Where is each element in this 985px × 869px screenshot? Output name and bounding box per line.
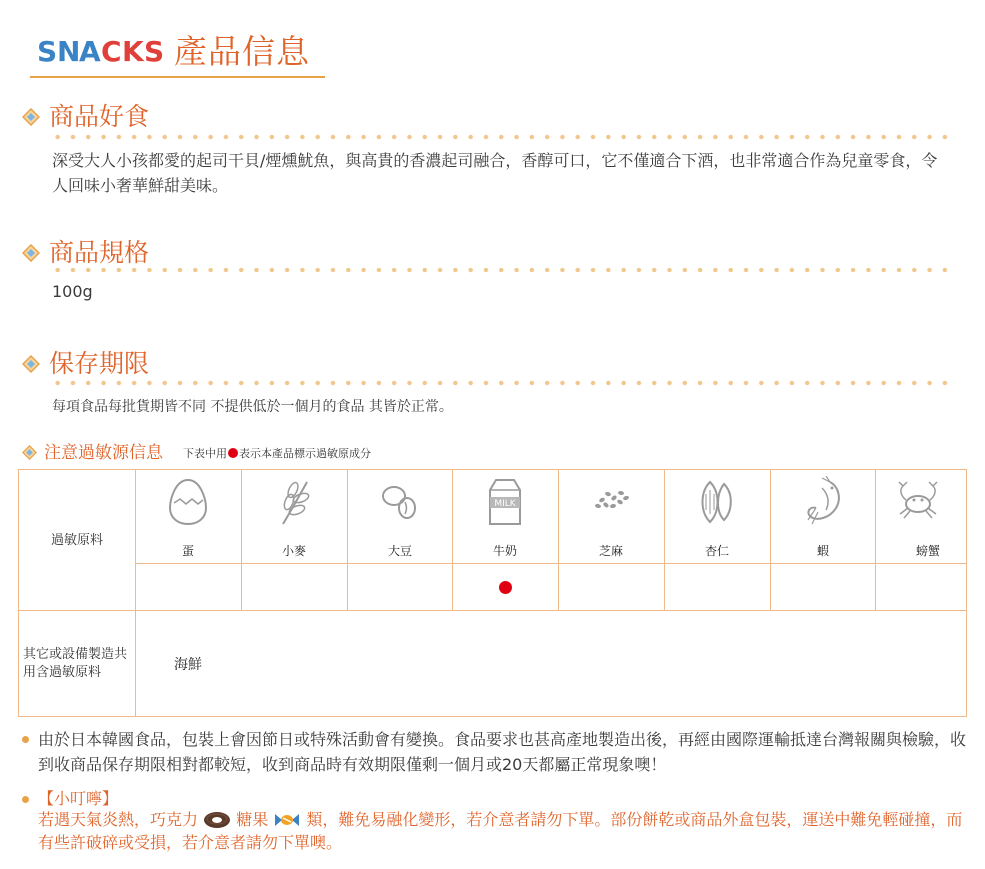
tip-text-2: 糖果 [236,810,269,829]
allergen-name: 芝麻 [598,544,623,558]
row-label-shared-equipment: 其它或設備製造共用含過敏原料 [23,647,128,680]
allergen-shrimp [770,470,876,563]
soybean-icon [377,476,423,526]
tip-text-1: 若遇天氣炎熱，巧克力 [38,810,199,829]
allergen-wheat [241,470,347,563]
dotted-divider [50,134,950,140]
legend-text-after: 表示本產品標示過敏原成分 [239,447,371,460]
section-title: 商品好食 [49,102,150,131]
allergen-milk [452,470,558,563]
section-title: 保存期限 [49,349,150,378]
diamond-icon [22,244,40,262]
egg-icon [165,476,211,526]
diamond-icon [22,355,40,373]
svg-text:K: K [122,35,145,68]
wheat-icon [271,476,317,526]
svg-text:N: N [57,35,82,68]
bullet-icon [22,736,29,743]
section-body-shelf-life: 每項食品每批貨期皆不同 不提供低於一個月的食品 其皆於正常。 [52,399,453,415]
allergen-crab [875,470,967,563]
tip-body [38,808,973,854]
page-title: 產品信息 [174,32,310,71]
table-divider [135,563,966,564]
red-dot-icon [228,448,238,458]
svg-text:S: S [144,35,166,68]
allergen-name: 蛋 [181,544,194,558]
allergen-egg [135,470,241,563]
allergen-name: 螃蟹 [915,544,940,558]
allergen-name: 大豆 [387,544,412,558]
donut-icon [203,811,231,829]
crab-icon [895,476,941,526]
allergen-sesame [558,470,664,563]
shipping-note: 由於日本韓國食品，包裝上會因節日或特殊活動會有變換。食品要求也甚高產地製造出後，再經由國際運輸抵達台灣報關與檢驗，收到收商品保存期限相對都較短，收到商品時有效期限僅剩一個月或20天都屬正常現象噢！ [38,730,967,774]
dotted-divider [50,380,950,386]
snacks-logo [35,34,171,66]
almond-icon [694,476,740,526]
table-divider [19,610,966,611]
allergen-soybean [347,470,453,563]
shrimp-icon [800,476,846,526]
allergen-table [18,469,967,717]
allergen-name: 杏仁 [704,544,729,558]
tip-title: 【小叮嚀】 [38,789,119,808]
shared-allergen-value: 海鮮 [174,657,202,673]
sesame-icon [588,476,634,526]
allergen-almond [664,470,770,563]
allergy-legend [183,446,371,462]
section-body-spec: 100g [52,282,93,301]
svg-text:C: C [101,35,123,68]
allergen-name: 蝦 [816,544,829,558]
milk-label: MILK [494,499,516,509]
candy-icon [273,811,301,829]
diamond-icon [22,445,37,460]
page-header [30,30,325,78]
allergy-title: 注意過敏源信息 [44,443,163,463]
section-body-taste: 深受大人小孩都愛的起司干貝/煙燻魷魚，與高貴的香濃起司融合，香醇可口，它不僅適合下酒，也非常適合作為兒童零食，令人回味小奢華鮮甜美味。 [52,151,938,195]
milk-carton-icon [482,476,528,526]
allergen-mark-milk [499,581,512,594]
svg-text:A: A [79,35,102,68]
tip-text-3: 類，難免易融化變形，若介意者請勿下單。部份餅乾或商品外盒包裝，運送中難免輕碰撞，而有些許破碎或受損，若介意者請勿下單噢。 [38,810,963,852]
legend-text-before: 下表中用 [183,447,227,460]
section-title: 商品規格 [49,238,150,267]
allergen-name: 小麥 [281,544,306,558]
diamond-icon [22,108,40,126]
row-label-allergens: 過敏原料 [50,533,103,548]
bullet-icon [22,796,29,803]
allergen-name: 牛奶 [492,544,517,558]
svg-text:S: S [37,35,59,68]
dotted-divider [50,267,950,273]
